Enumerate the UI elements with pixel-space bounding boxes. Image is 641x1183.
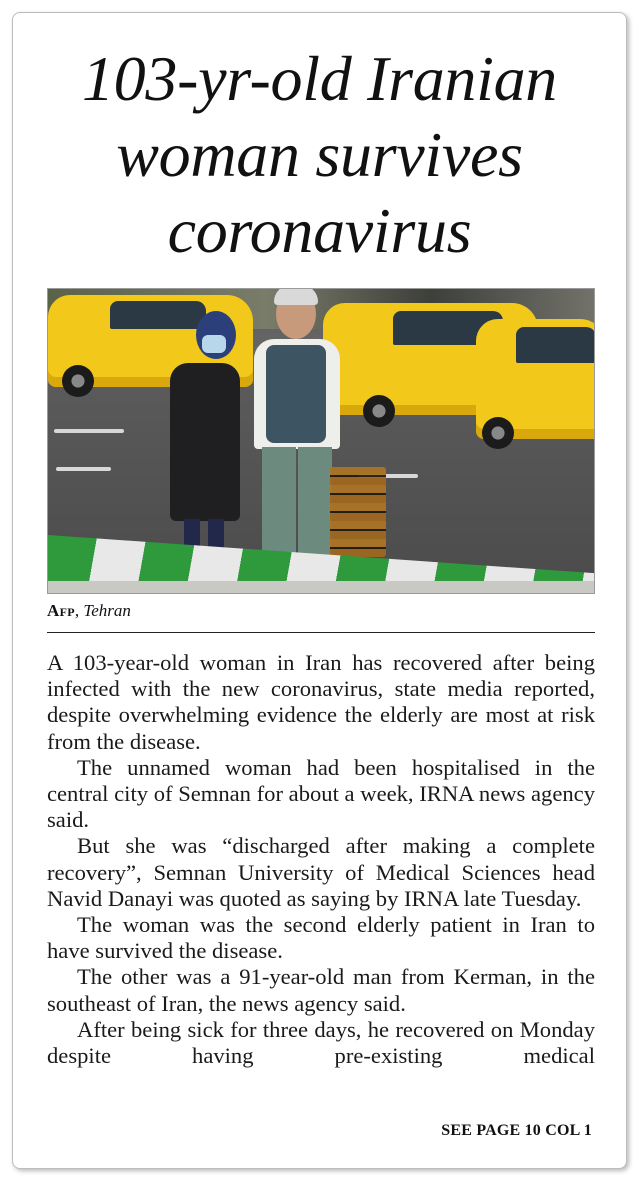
credit-agency: Afp bbox=[47, 601, 75, 620]
headline-line-2: woman survives bbox=[116, 119, 523, 190]
photo-sidewalk bbox=[48, 581, 594, 594]
checked-bag bbox=[330, 467, 386, 557]
paragraph: A 103-year-old woman in Iran has recovered after being infected with the new coronavirus, state media reported, despite overwhelming evidence the elderly are most at risk from the disease. bbox=[47, 650, 595, 754]
headline bbox=[13, 41, 626, 269]
divider-rule bbox=[47, 632, 595, 633]
lane-marking bbox=[54, 429, 124, 433]
paragraph: The other was a 91-year-old man from Kerman, in the southeast of Iran, the news agency said. bbox=[47, 964, 595, 1016]
news-photo bbox=[47, 288, 595, 594]
headline-line-3: coronavirus bbox=[167, 195, 472, 266]
photo-credit bbox=[47, 601, 131, 621]
headline-line-1: 103-yr-old Iranian bbox=[81, 43, 558, 114]
credit-city: Tehran bbox=[83, 601, 131, 620]
paragraph: The woman was the second elderly patient in Iran to have survived the disease. bbox=[47, 912, 595, 964]
jump-line: SEE PAGE 10 COL 1 bbox=[441, 1122, 592, 1139]
paragraph: After being sick for three days, he recovered on Monday despite having pre-existing medical bbox=[47, 1016, 595, 1069]
paragraph: The unnamed woman had been hospitalised in the central city of Semnan for about a week, IRNA news agency said. bbox=[47, 754, 595, 833]
paragraph: But she was “discharged after making a complete recovery”, Semnan University of Medical Sciences head Navid Danayi was quoted as saying by IRNA late Tuesday. bbox=[47, 833, 595, 911]
lane-marking bbox=[56, 467, 111, 471]
credit-separator: , bbox=[74, 601, 80, 620]
article-body bbox=[47, 650, 595, 1069]
taxi-right bbox=[476, 319, 595, 439]
news-clipping-card bbox=[12, 12, 627, 1169]
